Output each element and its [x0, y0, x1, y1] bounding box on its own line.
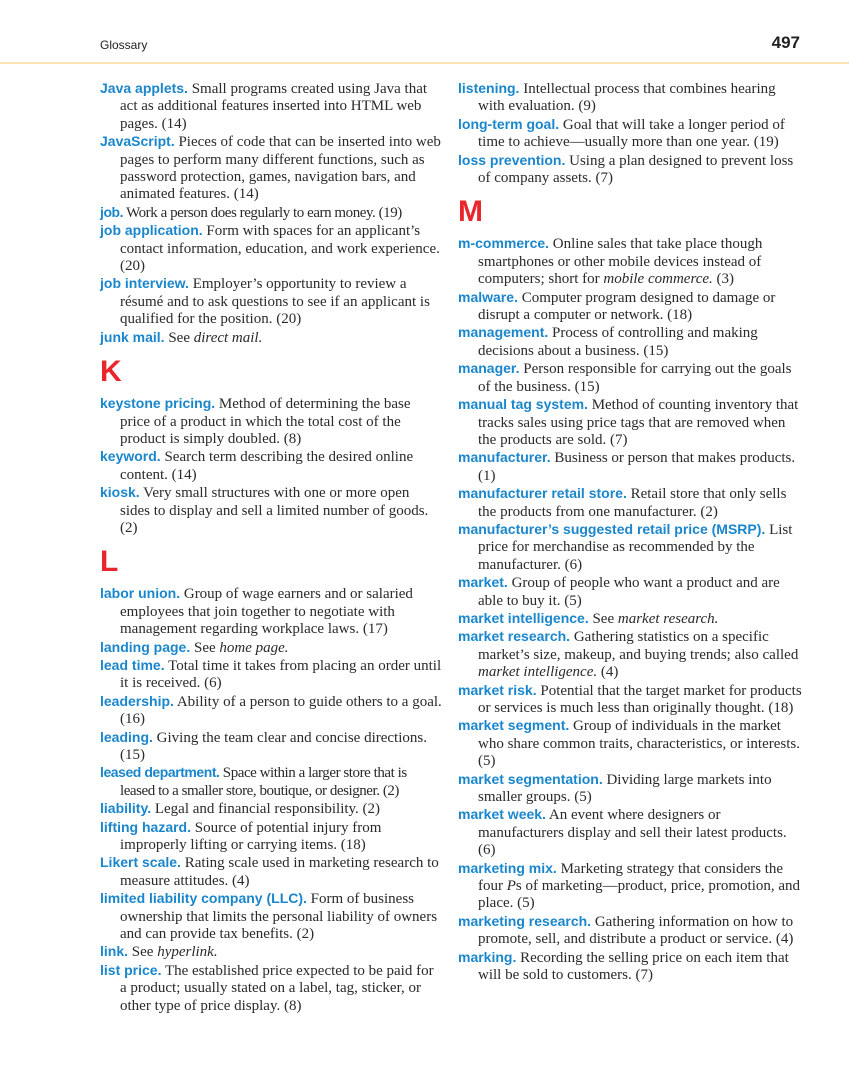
glossary-entry	[100, 275, 442, 328]
glossary-term: lifting hazard.	[100, 818, 191, 835]
glossary-term: long-term goal.	[458, 115, 560, 132]
glossary-entry	[458, 574, 804, 610]
glossary-term: manual tag system.	[458, 396, 588, 413]
definition-text: Method of determining the base price of a product in which the total cost of the product is simply doubled. (8)	[120, 396, 411, 447]
glossary-term: liability.	[100, 800, 152, 817]
glossary-term: marketing research.	[458, 912, 592, 929]
glossary-entry	[100, 819, 442, 855]
definition-text: Ability of a person to guide others to a goal. (16)	[120, 693, 442, 728]
definition-text: Small programs created using Java that act as additional features inserted into HTML web pages. (14)	[120, 81, 428, 132]
definition-text: Space within a larger store that is leased to a smaller store, boutique, or designer. (2)	[120, 765, 407, 799]
definition-text: Group of people who want a product and are able to buy it. (5)	[478, 575, 780, 609]
glossary-entry	[458, 628, 804, 681]
glossary-term: m-commerce.	[458, 235, 550, 252]
glossary-entry	[458, 771, 804, 807]
definition-text: Legal and financial responsibility. (2)	[151, 801, 381, 818]
glossary-term: leadership.	[100, 692, 174, 709]
glossary-term: Likert scale.	[100, 854, 181, 871]
definition-text: Person responsible for carrying out the goals of the business. (15)	[478, 361, 792, 395]
definition-text: Online sales that take place though smartphones or other mobile devices instead of computers; short for	[478, 236, 763, 288]
definition-text: Method of counting inventory that tracks sales using price tags that are removed when the products are sold. (7)	[478, 397, 799, 448]
glossary-term: junk mail.	[100, 328, 165, 345]
glossary-entry	[458, 80, 804, 116]
glossary-term: leased department.	[100, 764, 220, 781]
cross-reference: P	[506, 878, 516, 895]
glossary-term: market week.	[458, 806, 546, 823]
definition-text: Group of wage earners and or salaried employees that join together to negotiate with management regarding workplace laws. (17)	[120, 586, 413, 638]
glossary-entry	[458, 324, 804, 360]
definition-text: Using a plan designed to prevent loss of company assets. (7)	[478, 152, 794, 187]
definition-text: Group of individuals in the market who share common traits, characteristics, or interests. (5)	[478, 718, 800, 770]
definition-text: An event where designers or manufacturers display and sell their latest products. (6)	[478, 807, 787, 859]
glossary-entry	[458, 485, 804, 521]
glossary-entry	[458, 949, 804, 985]
glossary-column-right	[458, 80, 804, 985]
definition-text: Pieces of code that can be inserted into web pages to perform many different functions, such as password protection, games, navigation bars, and animated features. (14)	[120, 134, 441, 203]
glossary-entry	[100, 639, 442, 657]
glossary-entry	[100, 80, 442, 133]
definition-text: (4)	[597, 664, 619, 681]
definition-text: Dividing large markets into smaller groups. (5)	[478, 771, 772, 806]
definition-text: Goal that will take a longer period of time to achieve—usually more than one year. (19)	[478, 116, 785, 151]
definition-text: Form with spaces for an applicant’s contact information, education, and work experience. (20)	[120, 223, 440, 275]
definition-text: Rating scale used in marketing research to measure attitudes. (4)	[120, 855, 439, 889]
glossary-entry	[458, 806, 804, 859]
section-letter: M	[458, 195, 483, 229]
running-title: Glossary	[100, 38, 148, 52]
definition-text: Gathering statistics on a specific market’s size, makeup, and buying trends; also called	[478, 629, 799, 663]
glossary-entry	[100, 693, 442, 729]
definition-text: See	[164, 329, 194, 346]
glossary-term: market research.	[458, 628, 571, 645]
glossary-term: manufacturer.	[458, 449, 551, 466]
glossary-entry	[100, 133, 442, 204]
definition-text: Retail store that only sells the products from one manufacturer. (2)	[478, 486, 787, 520]
glossary-entry	[100, 962, 442, 1015]
definition-text: Process of controlling and making decisions about a business. (15)	[478, 325, 758, 359]
glossary-entry	[458, 682, 804, 718]
glossary-term: kiosk.	[100, 484, 140, 501]
cross-reference: market intelligence.	[478, 664, 598, 681]
glossary-term: listening.	[458, 80, 520, 96]
glossary-term: market.	[458, 574, 508, 591]
glossary-term: leading.	[100, 728, 153, 745]
glossary-entry	[100, 890, 442, 943]
glossary-term: keyword.	[100, 448, 161, 465]
glossary-term: job application.	[100, 222, 203, 239]
glossary-entry	[100, 943, 442, 961]
glossary-entry	[100, 800, 442, 818]
glossary-term: manager.	[458, 360, 520, 377]
glossary-entry	[458, 717, 804, 770]
cross-reference: hyperlink.	[157, 944, 218, 961]
glossary-term: malware.	[458, 288, 518, 305]
definition-text: Total time it takes from placing an order until it is received. (6)	[120, 657, 442, 692]
glossary-entry	[458, 235, 804, 288]
glossary-term: keystone pricing.	[100, 395, 216, 412]
glossary-entry	[458, 116, 804, 152]
definition-text: See	[190, 639, 220, 656]
glossary-term: limited liability company (LLC).	[100, 890, 307, 907]
glossary-column-left	[100, 80, 442, 1015]
glossary-entry	[100, 484, 442, 537]
glossary-term: market segment.	[458, 717, 570, 734]
glossary-entry	[458, 360, 804, 396]
glossary-entry	[100, 854, 442, 890]
glossary-term: labor union.	[100, 585, 181, 602]
glossary-term: JavaScript.	[100, 133, 175, 150]
glossary-term: market intelligence.	[458, 609, 589, 626]
definition-text: Recording the selling price on each item that will be sold to customers. (7)	[478, 949, 789, 984]
glossary-entry	[100, 729, 442, 765]
glossary-entry	[458, 449, 804, 485]
definition-text: (3)	[712, 271, 735, 288]
cross-reference: market research.	[617, 610, 719, 627]
definition-text: Work a person does regularly to earn money. (19)	[123, 204, 402, 221]
glossary-entry	[458, 610, 804, 628]
glossary-entry	[100, 585, 442, 638]
glossary-entry	[100, 222, 442, 275]
cross-reference: home page.	[219, 639, 289, 656]
definition-text: Search term describing the desired online content. (14)	[120, 449, 414, 483]
glossary-term: lead time.	[100, 656, 165, 673]
glossary-term: manufacturer’s suggested retail price (MSRP).	[458, 520, 766, 537]
definition-text: See	[128, 944, 158, 961]
page-header	[0, 0, 849, 64]
definition-text: Business or person that makes products. (1)	[478, 450, 796, 484]
cross-reference: mobile commerce.	[603, 271, 713, 288]
definition-text: List price for merchandise as recommended by the manufacturer. (6)	[478, 521, 793, 573]
glossary-entry	[458, 913, 804, 949]
glossary-term: management.	[458, 324, 549, 341]
definition-text: Source of potential injury from improperly lifting or carrying items. (18)	[120, 819, 382, 854]
definition-text: Employer’s opportunity to review a résumé and to ask questions to see if an applicant is qualified for the position. (20)	[120, 276, 430, 328]
glossary-entry	[100, 395, 442, 448]
cross-reference: direct mail.	[193, 329, 263, 346]
glossary-entry	[100, 204, 442, 222]
page-number: 497	[771, 33, 800, 52]
glossary-term: manufacturer retail store.	[458, 485, 627, 502]
definition-text: Giving the team clear and concise directions. (15)	[120, 729, 427, 763]
definition-text: s of marketing—product, price, promotion, and place. (5)	[478, 878, 801, 912]
definition-text: Potential that the target market for products or services is much less than originally thought. (18)	[478, 682, 802, 716]
glossary-term: loss prevention.	[458, 151, 566, 168]
glossary-term: marketing mix.	[458, 859, 557, 876]
glossary-term: link.	[100, 943, 129, 960]
glossary-entry	[100, 329, 442, 347]
glossary-term: Java applets.	[100, 80, 188, 96]
definition-text: Form of business ownership that limits the personal liability of owners and can provide tax benefits. (2)	[120, 891, 438, 943]
definition-text: Intellectual process that combines hearing with evaluation. (9)	[478, 81, 776, 115]
section-letter: L	[100, 545, 119, 579]
glossary-term: marking.	[458, 948, 517, 965]
definition-text: Marketing strategy that considers the four	[478, 860, 784, 895]
glossary-entry	[458, 860, 804, 913]
glossary-entry	[458, 521, 804, 574]
glossary-term: list price.	[100, 961, 162, 978]
definition-text: The established price expected to be paid for a product; usually stated on a label, tag, sticker, or other type of price display. (8)	[120, 962, 434, 1014]
glossary-entry	[458, 152, 804, 188]
glossary-entry	[100, 657, 442, 693]
glossary-term: job interview.	[100, 275, 189, 292]
glossary-entry	[458, 396, 804, 449]
definition-text: Gathering information on how to promote, sell, and distribute a product or service. (4)	[478, 913, 794, 948]
glossary-term: landing page.	[100, 638, 191, 655]
glossary-entry	[100, 764, 442, 800]
glossary-term: job.	[100, 203, 124, 220]
glossary-entry	[100, 448, 442, 484]
glossary-term: market segmentation.	[458, 770, 603, 787]
glossary-term: market risk.	[458, 681, 537, 698]
glossary-entry	[458, 289, 804, 325]
definition-text: Computer program designed to damage or disrupt a computer or network. (18)	[478, 289, 776, 324]
definition-text: See	[588, 610, 618, 627]
section-letter: K	[100, 355, 122, 389]
definition-text: Very small structures with one or more open sides to display and sell a limited number of goods. (2)	[120, 485, 429, 536]
